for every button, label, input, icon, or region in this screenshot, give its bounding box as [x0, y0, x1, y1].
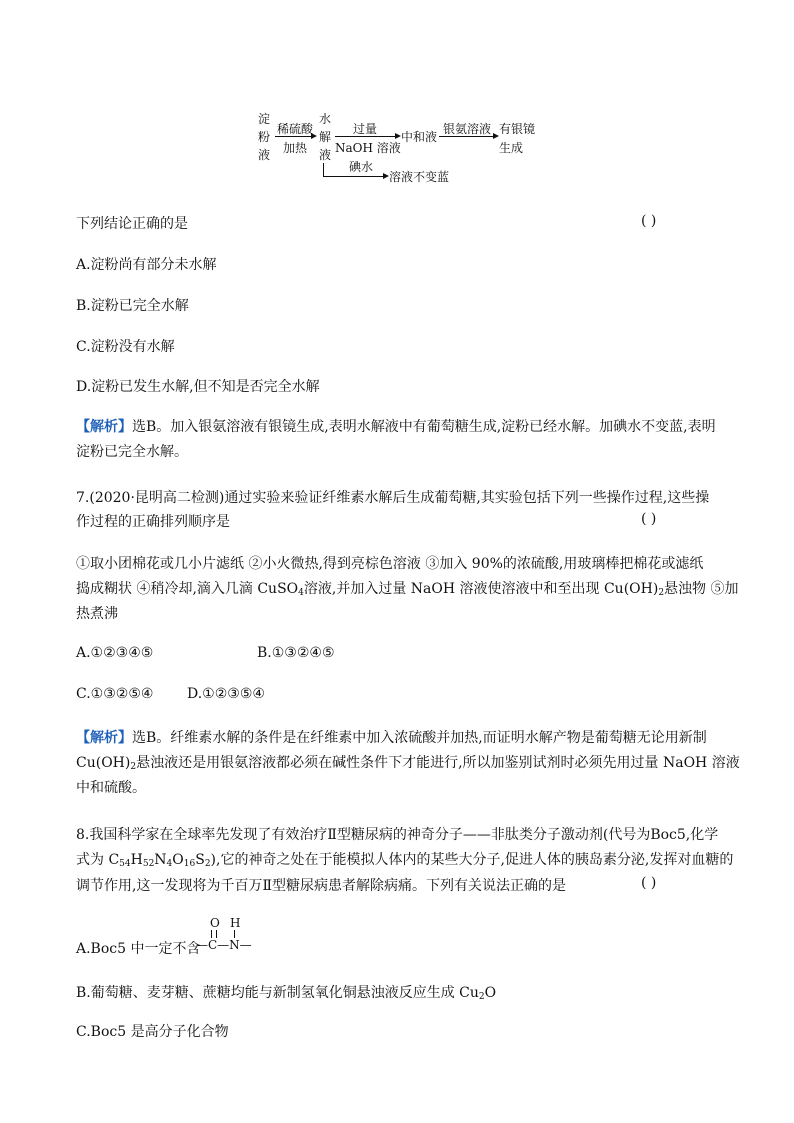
q7-option-b[interactable]: B.①③②④⑤	[257, 645, 335, 661]
q7-steps-line-3: 热煮沸	[76, 606, 118, 622]
hydrolysate-char-3: 液	[319, 148, 332, 162]
q8-stem-2a: 式为 C	[76, 852, 120, 868]
q8-formula-n: 4	[166, 859, 173, 869]
q7-option-d[interactable]: D.①②③⑤④	[187, 686, 265, 702]
struct-oxygen: O	[210, 916, 220, 930]
struct-hydrogen: H	[230, 916, 241, 930]
q8-option-b-a: B.葡萄糖、麦芽糖、蔗糖均能与新制氢氧化铜悬浊液反应生成 Cu	[76, 985, 479, 1001]
q6-analysis-line-2: 淀粉已完全水解。	[76, 444, 188, 460]
q7-steps-2b: 溶液,并加入过量 NaOH 溶液使溶液中和至出现 Cu(OH)	[303, 581, 659, 597]
neutralized-solution: 中和液	[401, 130, 438, 144]
q8-option-b[interactable]	[76, 982, 496, 1002]
q7-analysis-text-1: 选B。纤维素水解的条件是在纤维素中加入浓硫酸并加热,而证明水解产物是葡萄糖无论用新制	[132, 730, 707, 746]
hydrolysate-char-1: 水	[319, 112, 332, 126]
q8-formula-o: 16	[183, 859, 196, 869]
q6-stem: 下列结论正确的是	[76, 216, 188, 232]
q6-analysis-tag: 【解析】	[76, 419, 132, 435]
q6-option-b[interactable]: B.淀粉已完全水解	[76, 298, 189, 314]
q8-stem-2b: ),它的神奇之处在于能模拟人体内的某些大分子,促进人体的胰岛素分泌,发挥对血糖的	[210, 852, 734, 868]
starch-char-3: 液	[258, 148, 271, 162]
q8-answer-paren: ( )	[641, 875, 657, 891]
q8-formula-n-label: N	[154, 852, 167, 868]
arrow-1	[275, 136, 315, 137]
q7-steps-2a: 捣成糊状 ④稍冷却,滴入几滴 CuSO	[76, 581, 299, 597]
result-not-blue: 溶液不变蓝	[389, 170, 450, 184]
q7-analysis-2a: Cu(OH)	[76, 755, 131, 771]
q7-analysis-tag: 【解析】	[76, 730, 132, 746]
q7-steps-2-sub2: 2	[658, 588, 665, 598]
q8-formula-h-label: H	[130, 852, 143, 868]
starch-char-2: 粉	[258, 130, 271, 144]
struct-main-chain: —C—N—	[196, 938, 252, 952]
q7-analysis-2b: 悬浊液还是用银氨溶液都必须在碱性条件下才能进行,所以加鉴别试剂时必须先用过量 NaOH 溶液	[136, 755, 740, 771]
amide-structure-diagram	[196, 916, 256, 956]
q7-option-c[interactable]: C.①③②⑤④	[76, 686, 154, 702]
arrow2-label-bottom: NaOH 溶液	[335, 141, 401, 155]
q7-steps-line-1: ①取小团棉花或几小片滤纸 ②小火微热,得到亮棕色溶液 ③加入 90%的浓硫酸,用玻璃棒把棉花或滤纸	[76, 556, 704, 572]
q8-formula-c: 54	[119, 859, 131, 869]
q7-stem-line-1: 7.(2020·昆明高二检测)通过实验来验证纤维素水解后生成葡萄糖,其实验包括下列一些操作过程,这些操	[76, 490, 710, 506]
q8-formula-s: 2	[204, 859, 211, 869]
q7-steps-2-sub: 4	[298, 588, 304, 598]
q7-answer-paren: ( )	[641, 511, 657, 527]
result-silver-mirror: 有银镜	[499, 122, 536, 136]
q8-option-b-sub: 2	[478, 992, 485, 1002]
arrow-4	[323, 176, 387, 177]
q6-analysis-line-1	[76, 416, 716, 436]
q6-option-d[interactable]: D.淀粉已发生水解,但不知是否完全水解	[76, 379, 320, 395]
q8-option-a[interactable]: A.Boc5 中一定不含	[76, 941, 201, 957]
starch-hydrolysis-flow-diagram	[255, 108, 545, 188]
arrow2-label-top: 过量	[353, 122, 378, 136]
q7-analysis-line-2	[76, 752, 740, 772]
q7-stem-line-2: 作过程的正确排列顺序是	[76, 514, 230, 530]
q6-option-c[interactable]: C.淀粉没有水解	[76, 339, 175, 355]
arrow3-label-top: 银氨溶液	[443, 122, 492, 136]
arrow1-label-bottom: 加热	[283, 141, 308, 155]
q7-analysis-line-3: 中和硫酸。	[76, 780, 146, 796]
q8-option-b-b: O	[484, 985, 497, 1001]
q8-formula-s-label: S	[195, 852, 205, 868]
result-formed: 生成	[499, 141, 524, 155]
q8-formula-h: 52	[142, 859, 155, 869]
struct-double-bond	[211, 930, 217, 938]
q7-analysis-2-sub: 2	[130, 762, 137, 772]
arrow1-label-top: 稀硫酸	[277, 122, 314, 136]
starch-char-1: 淀	[258, 112, 271, 126]
q7-steps-2c: 悬浊物 ⑤加	[664, 581, 739, 597]
q8-stem-line-3: 调节作用,这一发现将为千百万Ⅱ型糖尿病患者解除病痛。下列有关说法正确的是	[76, 878, 566, 894]
hydrolysate-char-2: 解	[319, 130, 332, 144]
q8-stem-line-1: 8.我国科学家在全球率先发现了有效治疗Ⅱ型糖尿病的神奇分子——非肽类分子激动剂(代号为Boc5,化学	[76, 827, 719, 843]
struct-single-bond	[234, 930, 235, 938]
arrow4-label-top: 碘水	[349, 160, 374, 174]
branch-line	[323, 163, 324, 176]
q7-steps-line-2	[76, 578, 739, 598]
q7-option-a[interactable]: A.①②③④⑤	[76, 645, 154, 661]
q6-answer-paren: ( )	[641, 213, 657, 229]
q8-stem-line-2	[76, 849, 733, 869]
q6-option-a[interactable]: A.淀粉尚有部分未水解	[76, 257, 217, 273]
arrow-3	[439, 136, 497, 137]
q8-option-c[interactable]: C.Boc5 是高分子化合物	[76, 1024, 229, 1040]
q6-analysis-text-1: 选B。加入银氨溶液有银镜生成,表明水解液中有葡萄糖生成,淀粉已经水解。加碘水不变蓝,表明	[132, 419, 716, 435]
q8-formula-o-label: O	[172, 852, 184, 868]
q7-analysis-line-1	[76, 727, 707, 747]
arrow-2	[335, 136, 399, 137]
